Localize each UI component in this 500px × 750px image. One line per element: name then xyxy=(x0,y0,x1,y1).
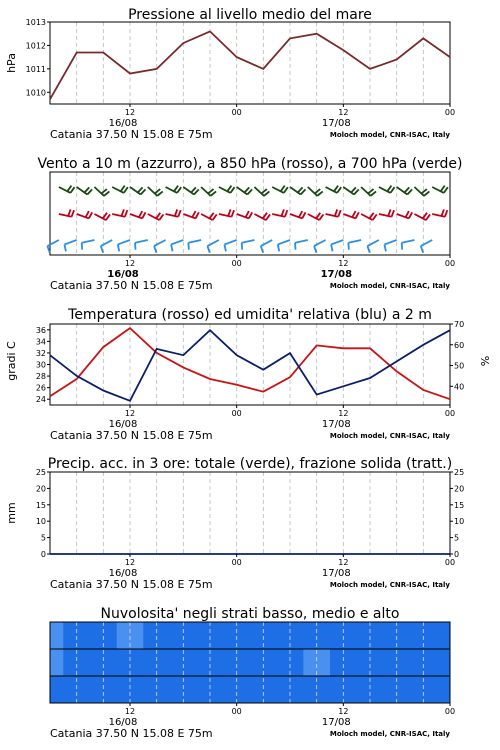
time-tick-label: 12 xyxy=(124,707,136,716)
series-umidita xyxy=(50,330,450,401)
location-label: Catania 37.50 N 15.08 E 75m xyxy=(50,128,213,141)
pressure-line xyxy=(50,31,450,99)
barb-flag xyxy=(315,189,320,193)
barb-shaft xyxy=(348,240,361,243)
barb-flag xyxy=(421,189,426,193)
rh-ylabel: % xyxy=(479,355,492,367)
plot-frame xyxy=(50,472,450,554)
wind-barb-700hPa xyxy=(361,187,376,196)
barb-flag xyxy=(89,212,92,218)
wind-barb-850hPa xyxy=(361,213,377,220)
pressure-plot xyxy=(26,18,455,141)
y-tick-label-right: 0 xyxy=(454,550,460,559)
barb-shaft xyxy=(367,240,378,246)
wind-barb-850hPa xyxy=(183,211,199,218)
wind-barb-10m xyxy=(242,240,255,250)
wind-barb-850hPa xyxy=(432,209,447,216)
precip-title: Precip. acc. in 3 ore: totale (verde), frazione solida (tratt.) xyxy=(47,456,453,472)
wind-barb-700hPa xyxy=(379,186,395,193)
y-tick-label-right: 10 xyxy=(454,517,465,527)
barb-flag xyxy=(228,209,230,216)
barb-flag xyxy=(207,246,209,253)
wind-barb-850hPa xyxy=(308,213,324,220)
time-tick-label: 12 xyxy=(124,558,136,567)
wind-barb-850hPa xyxy=(77,211,93,218)
wind-barb-700hPa xyxy=(237,187,252,194)
wind-barb-700hPa xyxy=(201,187,216,196)
series-temperatura xyxy=(50,328,450,399)
wind-barb-700hPa xyxy=(112,186,128,193)
date-label: 16/08 xyxy=(108,419,138,430)
barb-flag xyxy=(302,212,305,218)
barb-flag xyxy=(118,244,119,251)
barb-flag xyxy=(249,212,252,218)
barb-flag xyxy=(407,189,412,194)
barb-flag xyxy=(154,246,156,253)
barb-flag xyxy=(64,244,65,251)
y-tick-label: 32 xyxy=(35,348,46,358)
barb-flag xyxy=(334,186,338,192)
wind-barb-700hPa xyxy=(308,187,323,196)
barb-flag xyxy=(444,187,448,193)
y-tick-label: 20 xyxy=(35,484,46,494)
time-tick-label: 12 xyxy=(124,108,136,117)
barb-flag xyxy=(384,244,385,251)
wind-barb-850hPa xyxy=(237,211,253,218)
barb-shaft xyxy=(82,240,95,243)
barb-flag xyxy=(409,212,412,218)
barb-shaft xyxy=(118,240,130,244)
y-tick-label-right: 5 xyxy=(454,533,460,543)
barb-flag xyxy=(244,187,249,192)
barb-flag xyxy=(104,191,109,195)
wind-barb-850hPa xyxy=(94,213,110,220)
wind-barb-10m xyxy=(118,240,130,251)
barb-flag xyxy=(368,189,373,193)
time-tick-label: 00 xyxy=(231,558,242,567)
barb-flag xyxy=(159,214,163,220)
wind-barb-700hPa xyxy=(397,187,412,194)
barb-flag xyxy=(424,191,429,195)
barb-flag xyxy=(388,209,390,216)
barb-flag xyxy=(278,244,279,251)
wind-barb-700hPa xyxy=(219,186,235,193)
wind-barb-850hPa xyxy=(148,213,164,220)
wind-barb-10m xyxy=(367,240,378,253)
time-tick-label: 00 xyxy=(444,409,456,418)
barb-shaft xyxy=(261,240,272,246)
wind-barb-700hPa xyxy=(343,187,358,194)
barb-shaft xyxy=(188,240,201,243)
cloud-title: Nuvolosita' negli strati basso, medio e alto xyxy=(100,606,400,622)
barb-flag xyxy=(314,246,316,253)
wind-barb-850hPa xyxy=(272,209,287,216)
cloud-row-medio xyxy=(50,649,450,676)
y-tick-label: 26 xyxy=(35,383,46,393)
y-tick-label-right: 40 xyxy=(454,382,465,392)
barb-flag xyxy=(86,211,89,217)
cloud-cell-highlight xyxy=(50,622,63,649)
y-tick-label-right: 50 xyxy=(454,361,465,371)
barb-flag xyxy=(261,189,266,193)
wind-barb-10m xyxy=(135,240,148,250)
time-tick-label: 12 xyxy=(338,558,349,567)
barb-flag xyxy=(192,211,195,217)
barb-shaft xyxy=(224,240,236,244)
cloud-row-basso xyxy=(50,676,450,703)
barb-flag xyxy=(101,246,103,253)
barb-flag xyxy=(373,214,377,220)
barb-flag xyxy=(101,189,106,193)
wind-barb-10m xyxy=(384,240,396,251)
time-tick-label: 12 xyxy=(124,409,136,418)
barb-shaft xyxy=(295,240,308,243)
wind-barb-700hPa xyxy=(414,187,429,196)
wind-barb-10m xyxy=(331,240,343,251)
wind-barb-10m xyxy=(101,240,112,253)
wind-barb-10m xyxy=(314,240,325,253)
wind-barb-10m xyxy=(207,240,218,253)
barb-flag xyxy=(106,214,110,220)
barb-flag xyxy=(67,186,71,192)
barb-flag xyxy=(141,189,146,194)
date-label: 16/08 xyxy=(107,269,139,280)
barb-flag xyxy=(157,191,162,195)
model-label: Moloch model, CNR-ISAC, Italy xyxy=(329,581,450,589)
y-tick-label: 5 xyxy=(40,533,46,543)
barb-flag xyxy=(87,189,92,194)
barb-flag xyxy=(174,186,178,192)
location-label: Catania 37.50 N 15.08 E 75m xyxy=(50,279,213,292)
barb-shaft xyxy=(402,240,415,243)
barb-flag xyxy=(196,212,199,218)
wind-barb-10m xyxy=(82,240,95,250)
y-tick-label: 10 xyxy=(35,517,46,527)
time-tick-label: 00 xyxy=(231,409,242,418)
wind-barb-850hPa xyxy=(59,209,74,216)
wind-barb-850hPa xyxy=(290,211,306,218)
pressure-title: Pressione al livello medio del mare xyxy=(128,7,372,23)
wind-barb-700hPa xyxy=(183,187,198,194)
barb-flag xyxy=(406,211,409,217)
barb-flag xyxy=(266,214,270,220)
date-label: 17/08 xyxy=(321,568,351,579)
barb-flag xyxy=(392,210,394,217)
barb-shaft xyxy=(101,240,112,246)
barb-flag xyxy=(445,210,447,217)
cloud-plot xyxy=(50,622,455,740)
y-tick-label: 30 xyxy=(35,360,46,370)
barb-flag xyxy=(284,187,288,193)
wind-barb-850hPa xyxy=(201,213,217,220)
location-label: Catania 37.50 N 15.08 E 75m xyxy=(50,727,213,740)
barb-flag xyxy=(426,214,430,220)
barb-flag xyxy=(371,191,376,195)
barb-flag xyxy=(352,211,355,217)
date-label: 16/08 xyxy=(108,717,138,728)
barb-flag xyxy=(142,212,145,218)
barb-flag xyxy=(264,191,269,195)
y-tick-label-right: 25 xyxy=(454,468,465,477)
pressure-ylabel: hPa xyxy=(5,53,18,73)
wind-barb-700hPa xyxy=(254,187,269,196)
wind-barb-850hPa xyxy=(166,209,181,216)
y-tick-label-right: 15 xyxy=(454,500,465,510)
y-tick-label: 1010 xyxy=(25,88,46,98)
wind-barb-850hPa xyxy=(219,209,234,216)
time-tick-label: 12 xyxy=(338,409,349,418)
wind-barb-10m xyxy=(171,240,183,251)
barb-flag xyxy=(356,212,359,218)
barb-flag xyxy=(442,209,444,216)
barb-flag xyxy=(124,187,128,193)
wind-barb-10m xyxy=(47,240,58,253)
y-tick-label: 28 xyxy=(35,372,46,382)
wind-plot xyxy=(47,172,455,292)
wind-barb-10m xyxy=(188,240,201,250)
barb-flag xyxy=(125,210,127,217)
barb-flag xyxy=(299,211,302,217)
wind-barb-850hPa xyxy=(112,209,127,216)
barb-shaft xyxy=(207,240,218,246)
y-tick-label: 24 xyxy=(35,395,46,405)
wind-barb-700hPa xyxy=(326,186,342,193)
wind-barb-10m xyxy=(295,240,308,250)
wind-barb-700hPa xyxy=(148,187,163,196)
barb-flag xyxy=(155,189,160,193)
barb-flag xyxy=(354,189,359,194)
wind-barb-700hPa xyxy=(59,186,75,193)
time-tick-label: 00 xyxy=(231,259,242,268)
wind-barb-700hPa xyxy=(432,186,448,193)
barb-flag xyxy=(247,189,252,194)
barb-flag xyxy=(351,187,356,192)
barb-flag xyxy=(282,209,284,216)
barb-flag xyxy=(191,187,196,192)
barb-flag xyxy=(246,211,249,217)
location-label: Catania 37.50 N 15.08 E 75m xyxy=(50,429,213,442)
barb-flag xyxy=(390,187,394,193)
barb-flag xyxy=(319,214,323,220)
wind-barb-700hPa xyxy=(77,187,92,194)
date-label: 16/08 xyxy=(108,568,138,579)
barb-shaft xyxy=(314,240,325,246)
y-tick-label: 36 xyxy=(35,325,46,335)
barb-shaft xyxy=(278,240,290,244)
barb-flag xyxy=(298,187,303,192)
barb-shaft xyxy=(242,240,255,243)
temp-title: Temperatura (rosso) ed umidita' relativa (blu) a 2 m xyxy=(68,307,432,323)
y-tick-label: 0 xyxy=(40,550,46,559)
y-tick-label: 34 xyxy=(35,337,46,347)
barb-flag xyxy=(213,214,217,220)
y-tick-label: 1011 xyxy=(25,64,46,74)
precip-plot xyxy=(36,468,464,591)
barb-flag xyxy=(367,246,369,253)
wind-barb-10m xyxy=(64,240,76,251)
barb-flag xyxy=(121,186,125,192)
cloud-row-alto xyxy=(50,622,450,649)
model-label: Moloch model, CNR-ISAC, Italy xyxy=(329,730,450,738)
barb-shaft xyxy=(421,240,432,246)
barb-flag xyxy=(224,244,225,251)
barb-flag xyxy=(194,189,199,194)
time-tick-label: 00 xyxy=(444,558,456,567)
barb-flag xyxy=(211,191,216,195)
wind-barb-10m xyxy=(421,240,432,253)
barb-flag xyxy=(139,211,142,217)
barb-flag xyxy=(441,186,445,192)
barb-flag xyxy=(281,186,285,192)
wind-barb-10m xyxy=(348,240,361,250)
barb-shaft xyxy=(64,240,76,244)
time-tick-label: 12 xyxy=(124,259,136,268)
y-tick-label: 15 xyxy=(35,500,46,510)
barb-flag xyxy=(68,209,70,216)
wind-barb-700hPa xyxy=(290,187,305,194)
barb-flag xyxy=(208,189,213,193)
wind-barb-700hPa xyxy=(94,187,109,196)
barb-flag xyxy=(177,187,181,193)
wind-barb-850hPa xyxy=(254,213,270,220)
wind-barb-850hPa xyxy=(326,209,341,216)
barb-flag xyxy=(47,246,49,253)
location-label: Catania 37.50 N 15.08 E 75m xyxy=(50,578,213,591)
wind-barb-700hPa xyxy=(272,186,288,193)
time-tick-label: 12 xyxy=(338,707,349,716)
time-tick-label: 00 xyxy=(231,108,242,117)
wind-barb-10m xyxy=(278,240,290,251)
temp-plot xyxy=(36,320,464,442)
barb-flag xyxy=(337,187,341,193)
time-tick-label: 00 xyxy=(231,707,242,716)
date-label: 17/08 xyxy=(321,419,351,430)
barb-flag xyxy=(338,210,340,217)
barb-flag xyxy=(317,191,322,195)
y-tick-label-right: 60 xyxy=(454,340,465,350)
wind-title: Vento a 10 m (azzurro), a 850 hPa (rosso), a 700 hPa (verde) xyxy=(37,156,463,172)
barb-flag xyxy=(232,210,234,217)
barb-flag xyxy=(404,187,409,192)
precip-ylabel: mm xyxy=(5,502,18,524)
barb-flag xyxy=(72,210,74,217)
time-tick-label: 00 xyxy=(444,108,456,117)
time-tick-label: 12 xyxy=(338,259,349,268)
time-tick-label: 00 xyxy=(444,259,456,268)
model-label: Moloch model, CNR-ISAC, Italy xyxy=(329,131,450,139)
barb-shaft xyxy=(331,240,343,244)
wind-barb-10m xyxy=(402,240,415,250)
barb-flag xyxy=(387,186,391,192)
y-tick-label-right: 70 xyxy=(454,320,465,329)
barb-flag xyxy=(421,246,423,253)
barb-flag xyxy=(138,187,143,192)
wind-barb-10m xyxy=(224,240,236,251)
wind-barb-850hPa xyxy=(343,211,359,218)
temp-ylabel: gradi C xyxy=(5,341,18,381)
barb-flag xyxy=(171,244,172,251)
barb-flag xyxy=(122,209,124,216)
time-tick-label: 00 xyxy=(444,707,456,716)
wind-barb-700hPa xyxy=(130,187,145,194)
wind-barb-850hPa xyxy=(397,211,413,218)
model-label: Moloch model, CNR-ISAC, Italy xyxy=(329,282,450,290)
barb-flag xyxy=(178,210,180,217)
barb-flag xyxy=(175,209,177,216)
wind-barb-850hPa xyxy=(414,213,430,220)
barb-shaft xyxy=(154,240,165,246)
barb-flag xyxy=(261,246,263,253)
wind-barb-850hPa xyxy=(379,209,394,216)
wind-barb-850hPa xyxy=(130,211,146,218)
wind-barb-10m xyxy=(154,240,165,253)
barb-flag xyxy=(230,187,234,193)
barb-flag xyxy=(331,244,332,251)
model-label: Moloch model, CNR-ISAC, Italy xyxy=(329,432,450,440)
barb-flag xyxy=(84,187,89,192)
barb-shaft xyxy=(47,240,58,246)
cloud-cell-highlight xyxy=(50,649,63,676)
barb-flag xyxy=(285,210,287,217)
time-tick-label: 12 xyxy=(338,108,349,117)
date-label: 17/08 xyxy=(321,118,351,129)
date-label: 16/08 xyxy=(108,118,138,129)
barb-shaft xyxy=(384,240,396,244)
barb-shaft xyxy=(171,240,183,244)
y-tick-label: 1012 xyxy=(25,41,46,51)
date-label: 17/08 xyxy=(321,717,351,728)
y-tick-label-right: 20 xyxy=(454,484,465,494)
barb-shaft xyxy=(135,240,148,243)
barb-flag xyxy=(70,187,74,193)
wind-barb-10m xyxy=(261,240,272,253)
y-tick-label: 25 xyxy=(35,468,46,477)
y-tick-label: 1013 xyxy=(25,18,46,27)
wind-barb-700hPa xyxy=(166,186,182,193)
date-label: 17/08 xyxy=(320,269,353,280)
barb-flag xyxy=(335,209,337,216)
barb-flag xyxy=(301,189,306,194)
barb-flag xyxy=(227,186,231,192)
